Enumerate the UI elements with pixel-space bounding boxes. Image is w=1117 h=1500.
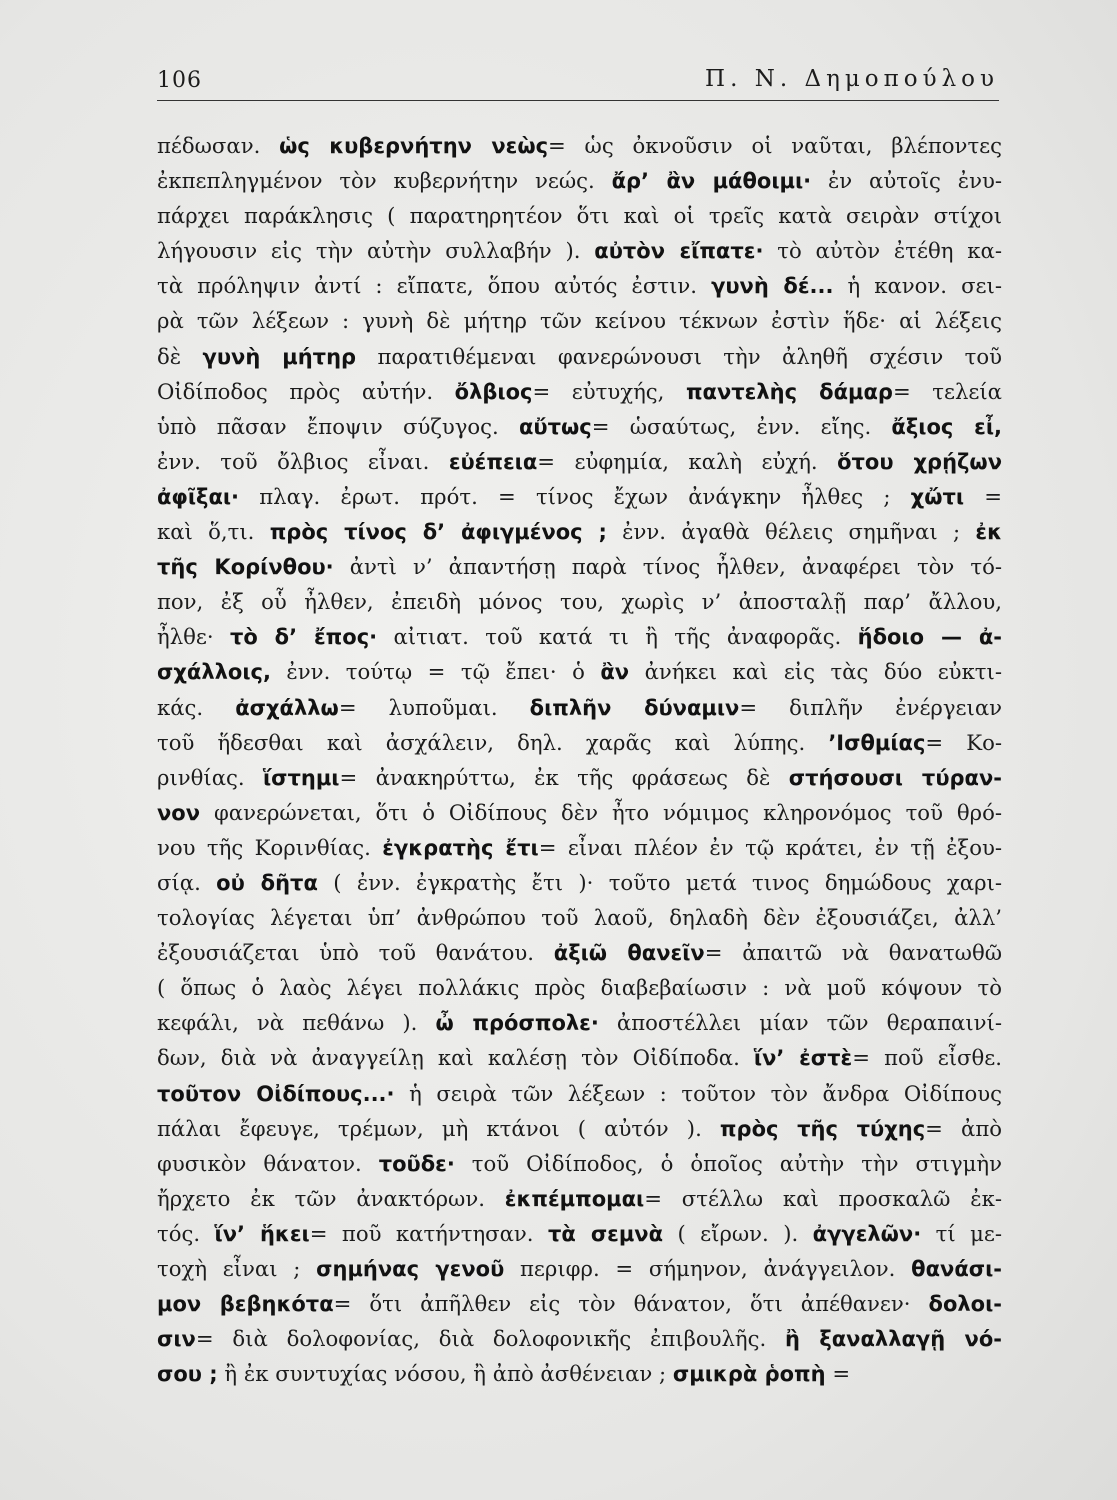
- commentary-segment: περιφρ. = σήμηνον, ἀνάγγειλον.: [504, 1256, 912, 1281]
- text-line: [157, 1076, 1002, 1111]
- commentary-segment: ἡ κανον. σει-: [833, 273, 1002, 299]
- commentary-segment: δὲ: [157, 343, 203, 369]
- commentary-segment: ἐνν. ἀγαθὰ θέλεις σημῆναι ;: [606, 519, 976, 545]
- commentary-segment: = ποῦ εἶσθε.: [852, 1045, 1002, 1071]
- lemma-term: σιν: [157, 1327, 196, 1352]
- text-line: [157, 444, 1002, 479]
- lemma-term: σου ;: [157, 1362, 218, 1387]
- commentary-segment: = εἶναι πλέον ἐν τῷ κράτει, ἐν τῇ ἐξου-: [538, 834, 1002, 860]
- commentary-segment: = ὅτι ἀπῆλθεν εἰς τὸν θάνατον, ὅτι ἀπέθανεν·: [333, 1291, 929, 1317]
- lemma-term: αὐτὸν εἴπατε·: [594, 239, 764, 264]
- text-line: [157, 970, 1002, 1005]
- commentary-segment: τολογίας λέγεται ὑπ’ ἀνθρώπου τοῦ λαοῦ, δηλαδὴ δὲν ἐξουσιάζει, ἀλλ’: [157, 905, 1002, 931]
- text-line: [157, 1005, 1002, 1040]
- commentary-segment: = ὡσαύτως, ἐνν. εἴης.: [591, 413, 892, 439]
- commentary-segment: ( ὅπως ὁ λαὸς λέγει πολλάκις πρὸς διαβεβαίωσιν : νὰ μοῦ κόψουν τὸ: [157, 975, 1002, 1001]
- page-header: [157, 64, 999, 101]
- commentary-segment: = στέλλω καὶ προσκαλῶ ἐκ-: [644, 1185, 1002, 1211]
- commentary-segment: ρὰ τῶν λέξεων : γυνὴ δὲ μήτηρ τῶν κείνου τέκνων ἐστὶν ἥδε· αἱ λέξεις: [157, 308, 1002, 334]
- commentary-segment: =: [964, 483, 1002, 509]
- lemma-term: νον: [157, 800, 201, 825]
- lemma-term: ἢ ξαναλλαγῇ νό-: [785, 1327, 1002, 1352]
- commentary-segment: τὸ αὐτὸν ἐτέθη κα-: [763, 238, 1002, 264]
- text-line: [157, 128, 1002, 163]
- commentary-segment: κάς.: [157, 694, 236, 720]
- text-line: [157, 619, 1002, 654]
- running-title: Π. Ν. Δημοπούλου: [705, 66, 999, 92]
- lemma-term: ἥδοιο — ἀ-: [857, 625, 1003, 650]
- lemma-term: σμικρὰ ῥοπὴ: [672, 1362, 826, 1387]
- text-line: [157, 1321, 1002, 1356]
- lemma-term: ἂν: [600, 660, 630, 685]
- commentary-segment: =: [825, 1361, 851, 1387]
- lemma-term: γυνὴ δέ...: [711, 274, 834, 299]
- commentary-segment: φανερώνεται, ὅτι ὁ Οἰδίπους δὲν ἦτο νόμιμος κληρονόμος τοῦ θρό-: [200, 799, 1002, 825]
- text-line: [157, 654, 1002, 689]
- commentary-segment: καὶ ὅ,τι.: [157, 519, 270, 545]
- lemma-term: πρὸς τίνος δ’ ἀφιγμένος ;: [269, 520, 607, 545]
- lemma-term: τοῦδε·: [378, 1151, 455, 1176]
- lemma-term: ὡς κυβερνήτην νεὼς: [279, 134, 549, 158]
- lemma-term: ἀξιῶ θανεῖν: [553, 941, 705, 966]
- commentary-segment: τί με-: [921, 1220, 1003, 1246]
- text-line: [157, 374, 1002, 409]
- commentary-segment: πον, ἐξ οὗ ἦλθεν, ἐπειδὴ μόνος του, χωρὶς ν’ ἀποσταλῇ παρ’ ἄλλου,: [157, 589, 1002, 615]
- lemma-term: τὰ σεμνὰ: [547, 1221, 664, 1246]
- text-line: [157, 198, 1002, 233]
- commentary-segment: Οἰδίποδος πρὸς αὐτήν.: [157, 378, 455, 404]
- commentary-segment: = ὡς ὀκνοῦσιν οἱ ναῦται, βλέποντες: [548, 133, 1003, 158]
- lemma-term: μον βεβηκότα: [157, 1292, 334, 1317]
- lemma-term: παντελὴς δάμαρ: [685, 379, 893, 404]
- commentary-segment: ἦλθε·: [157, 624, 230, 650]
- commentary-segment: = ἀπαιτῶ νὰ θανατωθῶ: [704, 940, 1002, 966]
- commentary-segment: νου τῆς Κορινθίας.: [157, 834, 383, 860]
- lemma-term: ἄρ’ ἂν μάθοιμι·: [611, 169, 812, 194]
- lemma-term: ὄλβιος: [454, 379, 533, 404]
- lemma-term: θανάσι-: [911, 1257, 1002, 1281]
- commentary-segment: τοῦ ἥδεσθαι καὶ ἀσχάλειν, δηλ. χαρᾶς καὶ λύπης.: [157, 729, 829, 755]
- text-line: [157, 584, 1002, 619]
- lemma-term: ’Ισθμίας: [828, 730, 926, 755]
- lemma-term: σημήνας γενοῦ: [316, 1257, 505, 1281]
- commentary-text: [157, 128, 1002, 1391]
- commentary-segment: τοῦ Οἰδίποδος, ὁ ὁποῖος αὐτὴν τὴν στιγμὴν: [454, 1150, 1002, 1176]
- commentary-segment: = Κο-: [925, 729, 1003, 755]
- lemma-term: ἀσχάλλω: [235, 695, 339, 720]
- text-line: [157, 1356, 1002, 1391]
- commentary-segment: ἐνν. τοῦ ὄλβιος εἶναι.: [157, 448, 449, 474]
- lemma-term: ἵστημι: [262, 765, 340, 790]
- commentary-segment: = ἀνακηρύττω, ἐκ τῆς φράσεως δὲ: [339, 764, 789, 790]
- text-line: [157, 268, 1002, 303]
- text-line: [157, 1286, 1002, 1321]
- text-line: [157, 233, 1002, 268]
- lemma-term: ἐγκρατὴς ἔτι: [382, 835, 539, 860]
- text-line: [157, 409, 1002, 444]
- commentary-segment: = εὐτυχής,: [532, 378, 686, 404]
- text-line: [157, 1111, 1002, 1146]
- text-line: [157, 1216, 1002, 1251]
- text-line: [157, 725, 1002, 760]
- commentary-segment: λήγουσιν εἰς τὴν αὐτὴν συλλαβήν ).: [157, 238, 595, 264]
- commentary-segment: = διπλῆν ἐνέργειαν: [739, 694, 1003, 720]
- lemma-term: γυνὴ μήτηρ: [202, 344, 357, 369]
- text-line: [157, 1181, 1002, 1216]
- text-line: [157, 549, 1002, 584]
- lemma-term: διπλῆν δύναμιν: [529, 695, 740, 720]
- commentary-segment: ἐκπεπληγμένον τὸν κυβερνήτην νεώς.: [157, 168, 612, 194]
- lemma-term: δολοι-: [928, 1292, 1003, 1317]
- text-line: [157, 514, 1002, 549]
- text-line: [157, 690, 1002, 725]
- lemma-term: ὅτου χρῄζων: [837, 449, 1002, 474]
- commentary-segment: αἰτιατ. τοῦ κατά τι ἢ τῆς ἀναφορᾶς.: [377, 624, 858, 650]
- text-line: [157, 163, 1002, 198]
- commentary-segment: ( εἴρων. ).: [663, 1220, 813, 1246]
- commentary-segment: φυσικὸν θάνατον.: [157, 1150, 379, 1176]
- lemma-term: πρὸς τῆς τύχης: [719, 1116, 926, 1141]
- lemma-term: τὸ δ’ ἔπος·: [229, 625, 378, 650]
- commentary-segment: τὰ πρόληψιν ἀντί : εἴπατε, ὅπου αὐτός ἐστιν.: [157, 273, 712, 299]
- commentary-segment: ( ἐνν. ἐγκρατὴς ἔτι )· τοῦτο μετά τινος δημώδους χαρι-: [317, 869, 1002, 895]
- text-line: [157, 1040, 1002, 1075]
- commentary-segment: = τελεία: [892, 378, 1002, 404]
- text-line: [157, 935, 1002, 970]
- commentary-segment: σίᾳ.: [157, 869, 217, 895]
- commentary-segment: ἀντὶ ν’ ἀπαντήσῃ παρὰ τίνος ἦλθεν, ἀναφέρει τὸν τό-: [333, 554, 1003, 580]
- text-line: [157, 760, 1002, 795]
- text-line: [157, 339, 1002, 374]
- text-line: [157, 865, 1002, 900]
- text-line: [157, 1251, 1002, 1286]
- lemma-term: ἵν’ ἥκει: [214, 1221, 310, 1246]
- commentary-segment: ἐν αὐτοῖς ἐνυ-: [811, 168, 1002, 194]
- lemma-term: τοῦτον Οἰδίπους...·: [157, 1081, 395, 1106]
- lemma-term: οὐ δῆτα: [216, 870, 318, 895]
- lemma-term: τῆς Κορίνθου·: [157, 555, 334, 580]
- text-line: [157, 900, 1002, 935]
- lemma-term: ἀφῖξαι·: [157, 484, 240, 509]
- commentary-segment: πλαγ. ἐρωτ. πρότ. = τίνος ἔχων ἀνάγκην ἦλθες ;: [239, 483, 911, 509]
- commentary-segment: = λυποῦμαι.: [338, 694, 530, 720]
- commentary-segment: τοχὴ εἶναι ;: [157, 1256, 317, 1281]
- commentary-segment: ἡ σειρὰ τῶν λέξεων : τοῦτον τὸν ἄνδρα Οἰδίπους: [394, 1080, 1002, 1106]
- commentary-segment: ἢ ἐκ συντυχίας νόσου, ἢ ἀπὸ ἀσθένειαν ;: [217, 1361, 673, 1387]
- lemma-term: ἵν’ ἐστὲ: [753, 1046, 853, 1071]
- lemma-term: ἐκπέμπομαι: [504, 1186, 645, 1211]
- commentary-segment: κεφάλι, νὰ πεθάνω ).: [157, 1010, 436, 1036]
- lemma-term: στήσουσι τύραν-: [788, 765, 1002, 790]
- text-line: [157, 479, 1002, 514]
- commentary-segment: = ποῦ κατήντησαν.: [309, 1220, 548, 1246]
- commentary-segment: ὑπὸ πᾶσαν ἔποψιν σύζυγος.: [157, 413, 519, 439]
- lemma-term: εὐέπεια: [448, 449, 538, 474]
- commentary-segment: δων, διὰ νὰ ἀναγγείλῃ καὶ καλέσῃ τὸν Οἰδίποδα.: [157, 1045, 754, 1071]
- commentary-segment: παρατιθέμεναι φανερώνουσι τὴν ἀληθῆ σχέσιν τοῦ: [356, 343, 1002, 369]
- commentary-segment: πάλαι ἔφευγε, τρέμων, μὴ κτάνοι ( αὐτόν ).: [157, 1115, 720, 1141]
- commentary-segment: τός.: [157, 1220, 215, 1246]
- commentary-segment: ἀνήκει καὶ εἰς τὰς δύο εὐκτι-: [629, 659, 1002, 685]
- commentary-segment: = ἀπὸ: [925, 1115, 1003, 1141]
- text-line: [157, 1146, 1002, 1181]
- commentary-segment: ρινθίας.: [157, 764, 263, 790]
- text-line: [157, 795, 1002, 830]
- page-number: 106: [157, 68, 202, 93]
- commentary-segment: πέδωσαν.: [157, 133, 280, 158]
- lemma-term: ἀγγελῶν·: [812, 1221, 922, 1246]
- lemma-term: ἄξιος εἶ,: [891, 414, 1002, 439]
- lemma-term: αὔτως: [519, 414, 592, 439]
- commentary-segment: ἀποστέλλει μίαν τῶν θεραπαινί-: [598, 1010, 1003, 1036]
- lemma-term: σχάλλοις,: [157, 660, 271, 685]
- commentary-segment: = εὐφημία, καλὴ εὐχή.: [537, 448, 838, 474]
- lemma-term: ὦ πρόσπολε·: [435, 1011, 599, 1036]
- commentary-segment: ἐνν. τούτῳ = τῷ ἔπει· ὁ: [270, 659, 601, 685]
- lemma-term: χὤτι: [910, 484, 965, 509]
- commentary-segment: = διὰ δολοφονίας, διὰ δολοφονικῆς ἐπιβουλῆς.: [195, 1326, 786, 1352]
- text-line: [157, 303, 1002, 338]
- commentary-segment: ἤρχετο ἐκ τῶν ἀνακτόρων.: [157, 1185, 505, 1211]
- lemma-term: ἐκ: [975, 520, 1002, 545]
- text-line: [157, 830, 1002, 865]
- commentary-segment: πάρχει παράκλησις ( παρατηρητέον ὅτι καὶ οἱ τρεῖς κατὰ σειρὰν στίχοι: [157, 203, 1002, 229]
- commentary-segment: ἐξουσιάζεται ὑπὸ τοῦ θανάτου.: [157, 940, 554, 966]
